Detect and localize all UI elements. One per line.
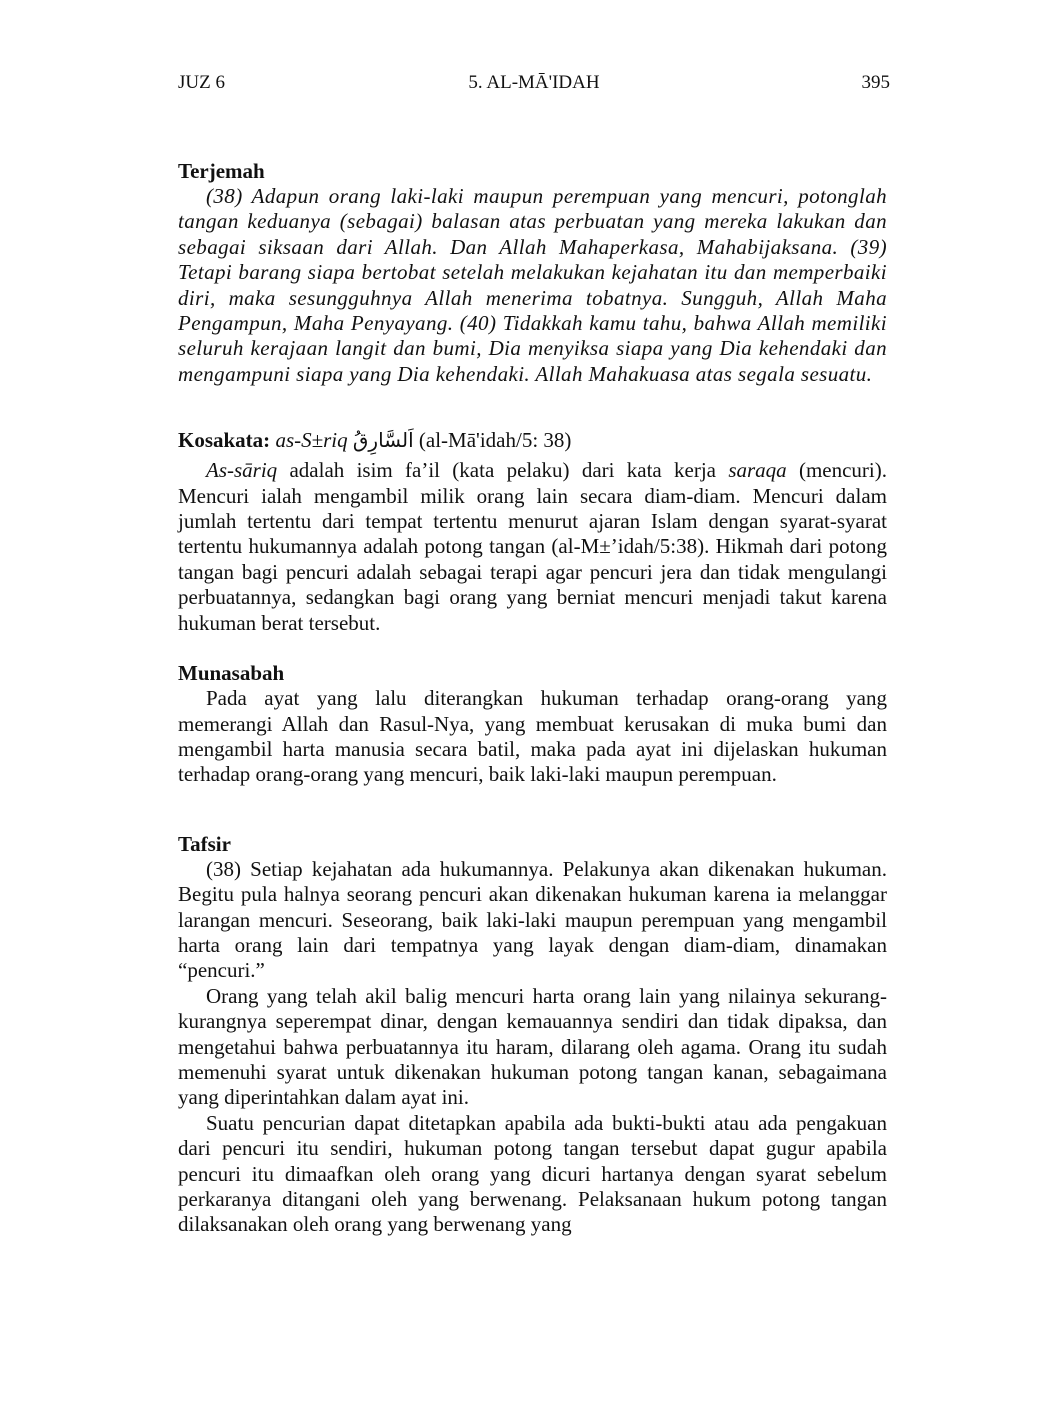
surah-title: 5. AL-MĀ'IDAH <box>468 72 600 93</box>
terjemah-heading: Terjemah <box>178 159 265 183</box>
terjemah-section <box>178 158 887 387</box>
kosakata-title-line <box>178 426 887 454</box>
page-header <box>178 72 890 100</box>
munasabah-section <box>178 660 887 788</box>
tafsir-section <box>178 831 887 1238</box>
kosakata-paragraph <box>178 458 887 636</box>
kosakata-para-text-1: adalah isim fa’il (kata pelaku) dari kata kerja <box>277 458 729 483</box>
munasabah-heading: Munasabah <box>178 661 285 686</box>
kosakata-term: as-S±riq <box>275 428 348 453</box>
kosakata-reference: (al-Mā'idah/5: 38) <box>418 428 572 453</box>
kosakata-section <box>178 426 887 636</box>
tafsir-paragraph: Orang yang telah akil balig mencuri harta orang lain yang nilainya sekurang-kurangnya seperempat dinar, dengan kemauannya sendiri dan tidak dipaksa, dan mengetahui bahwa perbuatannya itu haram, dilarang oleh agama. Orang itu sudah memenuhi syarat untuk dikenakan hukuman potong tangan kanan, sebagaimana yang diperintahkan dalam ayat ini. <box>178 983 887 1110</box>
kosakata-arabic-term: اَلسَّارِقُ <box>352 428 414 453</box>
kosakata-para-text-2: (mencuri). Mencuri ialah mengambil milik orang lain secara diam-diam. Mencuri dalam jumlah tertentu dari tempat tertentu menurut ajaran Islam dengan syarat-syarat tertentu hukumannya adalah potong tangan (al-M±’idah/5:38). Hikmah dari potong tangan bagi pencuri adalah sebagai terapi agar pencuri jera dan tidak mengulangi perbuatannya, sedangkan bagi orang yang berniat mencuri menjadi takut karena hukuman berat tersebut. <box>178 458 888 635</box>
tafsir-paragraph: Suatu pencurian dapat ditetapkan apabila ada bukti-bukti atau ada pengakuan dari pencuri itu sendiri, hukuman potong tangan tersebut dapat gugur apabila pencuri itu dimaafkan oleh orang yang dicuri hartanya dengan syarat sebelum perkaranya ditangani oleh yang berwenang. Pelaksanaan hukum potong tangan dilaksanakan oleh orang yang berwenang yang <box>178 1110 887 1237</box>
tafsir-paragraph: (38) Setiap kejahatan ada hukumannya. Pelakunya akan dikenakan hukuman. Begitu pula halnya seorang pencuri akan dikenakan hukuman karena ia melanggar larangan mencuri. Seseorang, baik laki-laki maupun perempuan yang mengambil harta orang lain dari tempatnya yang layak dengan diam-diam, dinamakan “pencuri.” <box>178 856 887 983</box>
kosakata-para-term-2: saraqa <box>728 458 787 483</box>
page-number: 395 <box>861 72 890 93</box>
kosakata-para-term: As-sāriq <box>206 458 278 483</box>
tafsir-heading: Tafsir <box>178 831 231 856</box>
terjemah-text: (38) Adapun orang laki-laki maupun perempuan yang mencuri, potonglah tangan keduanya (sebagai) balasan atas perbuatan yang mereka lakukan dan sebagai siksaan dari Allah. Dan Allah Mahaperkasa, Mahabijaksana. (39) Tetapi barang siapa bertobat setelah melakukan kejahatan itu dan memperbaiki diri, maka sesungguhnya Allah menerima tobatnya. Sungguh, Allah Maha Pengampun, Maha Penyayang. (40) Tidakkah kamu tahu, bahwa Allah memiliki seluruh kerajaan langit dan bumi, Dia menyiksa siapa yang Dia kehendaki dan mengampuni siapa yang Dia kehendaki. Allah Mahakuasa atas segala sesuatu. <box>178 184 887 386</box>
juz-label: JUZ 6 <box>178 72 225 93</box>
munasabah-text: Pada ayat yang lalu diterangkan hukuman terhadap orang-orang yang memerangi Allah dan Rasul-Nya, yang membuat kerusakan di muka bumi dan mengambil harta manusia secara batil, maka pada ayat ini dijelaskan hukuman terhadap orang-orang yang mencuri, baik laki-laki maupun perempuan. <box>178 686 887 787</box>
kosakata-label: Kosakata: <box>178 428 271 453</box>
page-body <box>178 158 887 1238</box>
